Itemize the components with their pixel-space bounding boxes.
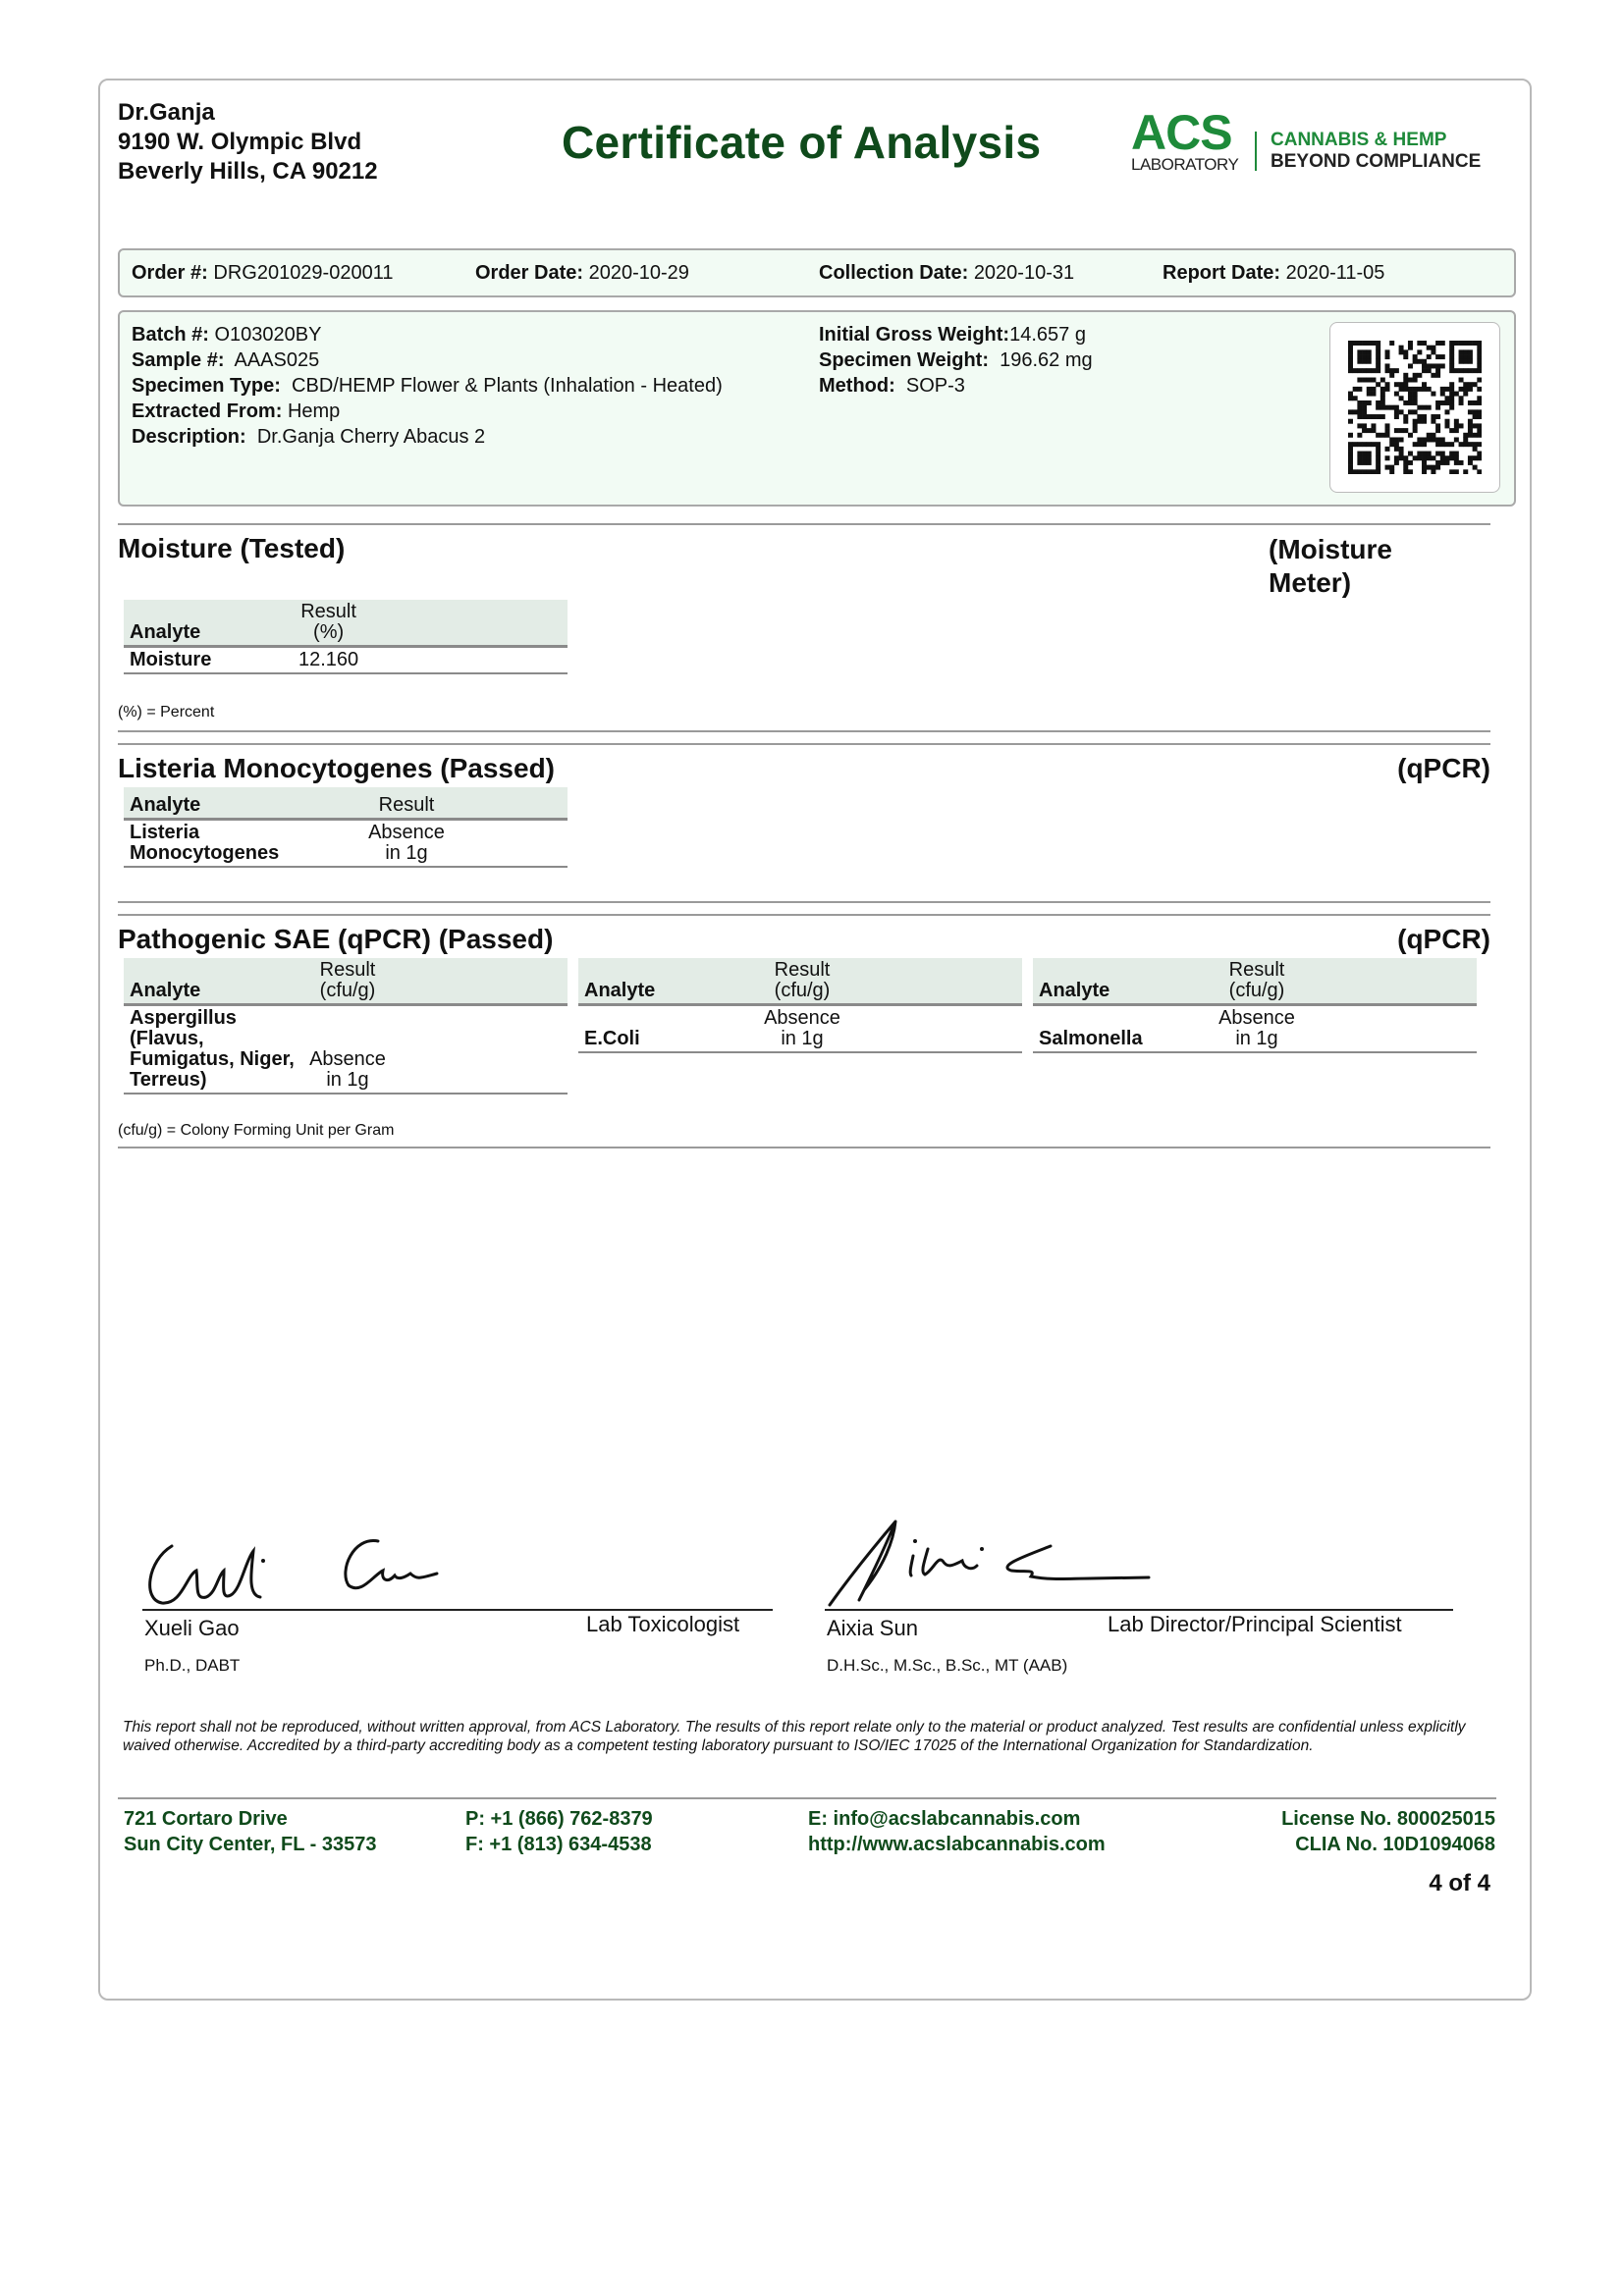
divider <box>118 743 1490 745</box>
listeria-method: (qPCR) <box>1397 753 1490 783</box>
document-title: Certificate of Analysis <box>562 117 1042 168</box>
lab-email-link[interactable]: E: info@acslabcannabis.com <box>808 1808 1081 1830</box>
logo-brand: ACS <box>1131 105 1232 160</box>
client-address-line1: 9190 W. Olympic Blvd <box>118 129 362 155</box>
logo-tagline-1: CANNABIS & HEMP <box>1271 130 1447 150</box>
initial-gross-weight: Initial Gross Weight:14.657 g <box>819 324 1086 346</box>
order-date-label: Order Date: <box>475 262 584 284</box>
table-row <box>124 647 568 674</box>
order-number <box>132 262 393 285</box>
column-header-result: Result (cfu/g) <box>757 958 847 1005</box>
pathogen-table-ecoli <box>578 958 1022 1053</box>
result-cell: Absence in 1g <box>309 1048 386 1091</box>
cfu-unit-note: (cfu/g) = Colony Forming Unit per Gram <box>118 1122 395 1139</box>
moisture-table <box>124 600 568 674</box>
sample-info-box <box>118 310 1516 507</box>
divider <box>118 914 1490 916</box>
pathogenic-section-title: Pathogenic SAE (qPCR) (Passed) <box>118 924 554 954</box>
lab-contact <box>808 1806 1106 1857</box>
qr-code-icon <box>1348 341 1482 474</box>
sample-details-right <box>819 322 1093 399</box>
column-header-analyte: Analyte <box>124 600 293 647</box>
description: Description: Dr.Ganja Cherry Abacus 2 <box>132 426 486 448</box>
divider <box>118 1797 1496 1799</box>
report-date <box>1163 262 1384 285</box>
method: Method: SOP-3 <box>819 375 965 397</box>
order-number-value: DRG201029-020011 <box>213 262 394 284</box>
listeria-section-title: Listeria Monocytogenes (Passed) <box>118 753 556 783</box>
moisture-unit-note: (%) = Percent <box>118 704 215 721</box>
column-header-analyte: Analyte <box>124 787 361 820</box>
divider <box>118 730 1490 732</box>
report-date-value: 2020-11-05 <box>1285 262 1385 284</box>
order-date <box>475 262 689 285</box>
analyte-cell: Moisture <box>130 649 212 670</box>
signer-name: Xueli Gao <box>144 1616 240 1640</box>
signer-name: Aixia Sun <box>827 1616 918 1640</box>
extracted-from: Extracted From: Hemp <box>132 400 341 422</box>
lab-fax: F: +1 (813) 634-4538 <box>465 1834 652 1855</box>
result-cell: Absence in 1g <box>368 822 445 864</box>
disclaimer-text: This report shall not be reproduced, without written approval, from ACS Laboratory. The results of this report relate only to the material or product analyzed. Test results are confidential unless explicitly waived otherwise. Accredited by a third-party accrediting body as a competent testing laboratory pursuant to ISO/IEC 17025 of the International Organization for Standardization. <box>123 1719 1466 1754</box>
lab-phone-fax <box>465 1806 653 1857</box>
lab-licenses <box>1281 1806 1495 1857</box>
clia-number: CLIA No. 10D1094068 <box>1295 1834 1495 1855</box>
lab-website-link[interactable]: http://www.acslabcannabis.com <box>808 1834 1106 1855</box>
result-cell: 12.160 <box>298 649 359 670</box>
table-row <box>124 1005 568 1095</box>
moisture-method: (Moisture Meter) <box>1269 534 1392 598</box>
signer-credentials: Ph.D., DABT <box>144 1656 241 1675</box>
signer-credentials: D.H.Sc., M.Sc., B.Sc., MT (AAB) <box>827 1656 1068 1675</box>
lab-address: 721 Cortaro Drive Sun City Center, FL - 33573 <box>124 1808 377 1855</box>
column-header-result: Result (cfu/g) <box>1212 958 1302 1005</box>
order-info-box <box>118 248 1516 297</box>
listeria-table <box>124 787 568 868</box>
acs-laboratory-logo <box>1131 105 1504 179</box>
column-header-analyte: Analyte <box>1033 958 1212 1005</box>
logo-tagline-2: BEYOND COMPLIANCE <box>1271 151 1482 172</box>
column-header-result: Result (%) <box>293 600 364 647</box>
column-header-analyte: Analyte <box>578 958 757 1005</box>
report-date-label: Report Date: <box>1163 262 1281 284</box>
signature-xueli-gao <box>137 1517 589 1615</box>
pathogen-table-salmonella <box>1033 958 1477 1053</box>
client-address-line2: Beverly Hills, CA 90212 <box>118 158 378 185</box>
column-header-result: Result (cfu/g) <box>302 958 393 1005</box>
signature-line <box>142 1609 773 1611</box>
column-header-analyte: Analyte <box>124 958 302 1005</box>
sample-number: Sample #: AAAS025 <box>132 349 320 371</box>
specimen-weight: Specimen Weight: 196.62 mg <box>819 349 1093 371</box>
logo-divider <box>1255 132 1257 171</box>
logo-sub: LABORATORY <box>1131 155 1239 174</box>
result-cell: Absence in 1g <box>764 1007 840 1049</box>
signature-aixia-sun <box>825 1512 1257 1620</box>
signature-line <box>825 1609 1453 1611</box>
table-row <box>124 820 568 868</box>
analyte-cell: E.Coli <box>584 1028 640 1049</box>
specimen-type: Specimen Type: CBD/HEMP Flower & Plants (Inhalation - Heated) <box>132 375 723 397</box>
divider <box>118 901 1490 903</box>
client-name: Dr.Ganja <box>118 99 215 126</box>
collection-date-label: Collection Date: <box>819 262 969 284</box>
column-header-result: Result <box>361 787 452 820</box>
batch-number: Batch #: O103020BY <box>132 324 322 346</box>
table-row <box>578 1005 1022 1053</box>
analyte-cell: Aspergillus (Flavus, Fumigatus, Niger, Terreus) <box>130 1007 295 1091</box>
order-date-value: 2020-10-29 <box>588 262 689 284</box>
client-address <box>118 98 378 187</box>
page-number: 4 of 4 <box>1429 1870 1490 1896</box>
divider <box>118 1147 1490 1148</box>
lab-phone: P: +1 (866) 762-8379 <box>465 1808 653 1830</box>
divider <box>118 523 1490 525</box>
analyte-cell: Salmonella <box>1039 1028 1143 1049</box>
table-row <box>1033 1005 1477 1053</box>
qr-code[interactable] <box>1329 322 1500 493</box>
license-number: License No. 800025015 <box>1281 1808 1495 1830</box>
order-number-label: Order #: <box>132 262 208 284</box>
collection-date-value: 2020-10-31 <box>973 262 1075 284</box>
sample-details-left <box>132 322 723 450</box>
result-cell: Absence in 1g <box>1218 1007 1295 1049</box>
pathogenic-method: (qPCR) <box>1397 924 1490 954</box>
signer-role: Lab Toxicologist <box>586 1612 740 1636</box>
pathogen-table-aspergillus <box>124 958 568 1095</box>
collection-date <box>819 262 1074 285</box>
signer-role: Lab Director/Principal Scientist <box>1108 1612 1402 1636</box>
analyte-cell: Listeria Monocytogenes <box>130 822 280 864</box>
moisture-section-title: Moisture (Tested) <box>118 533 346 563</box>
